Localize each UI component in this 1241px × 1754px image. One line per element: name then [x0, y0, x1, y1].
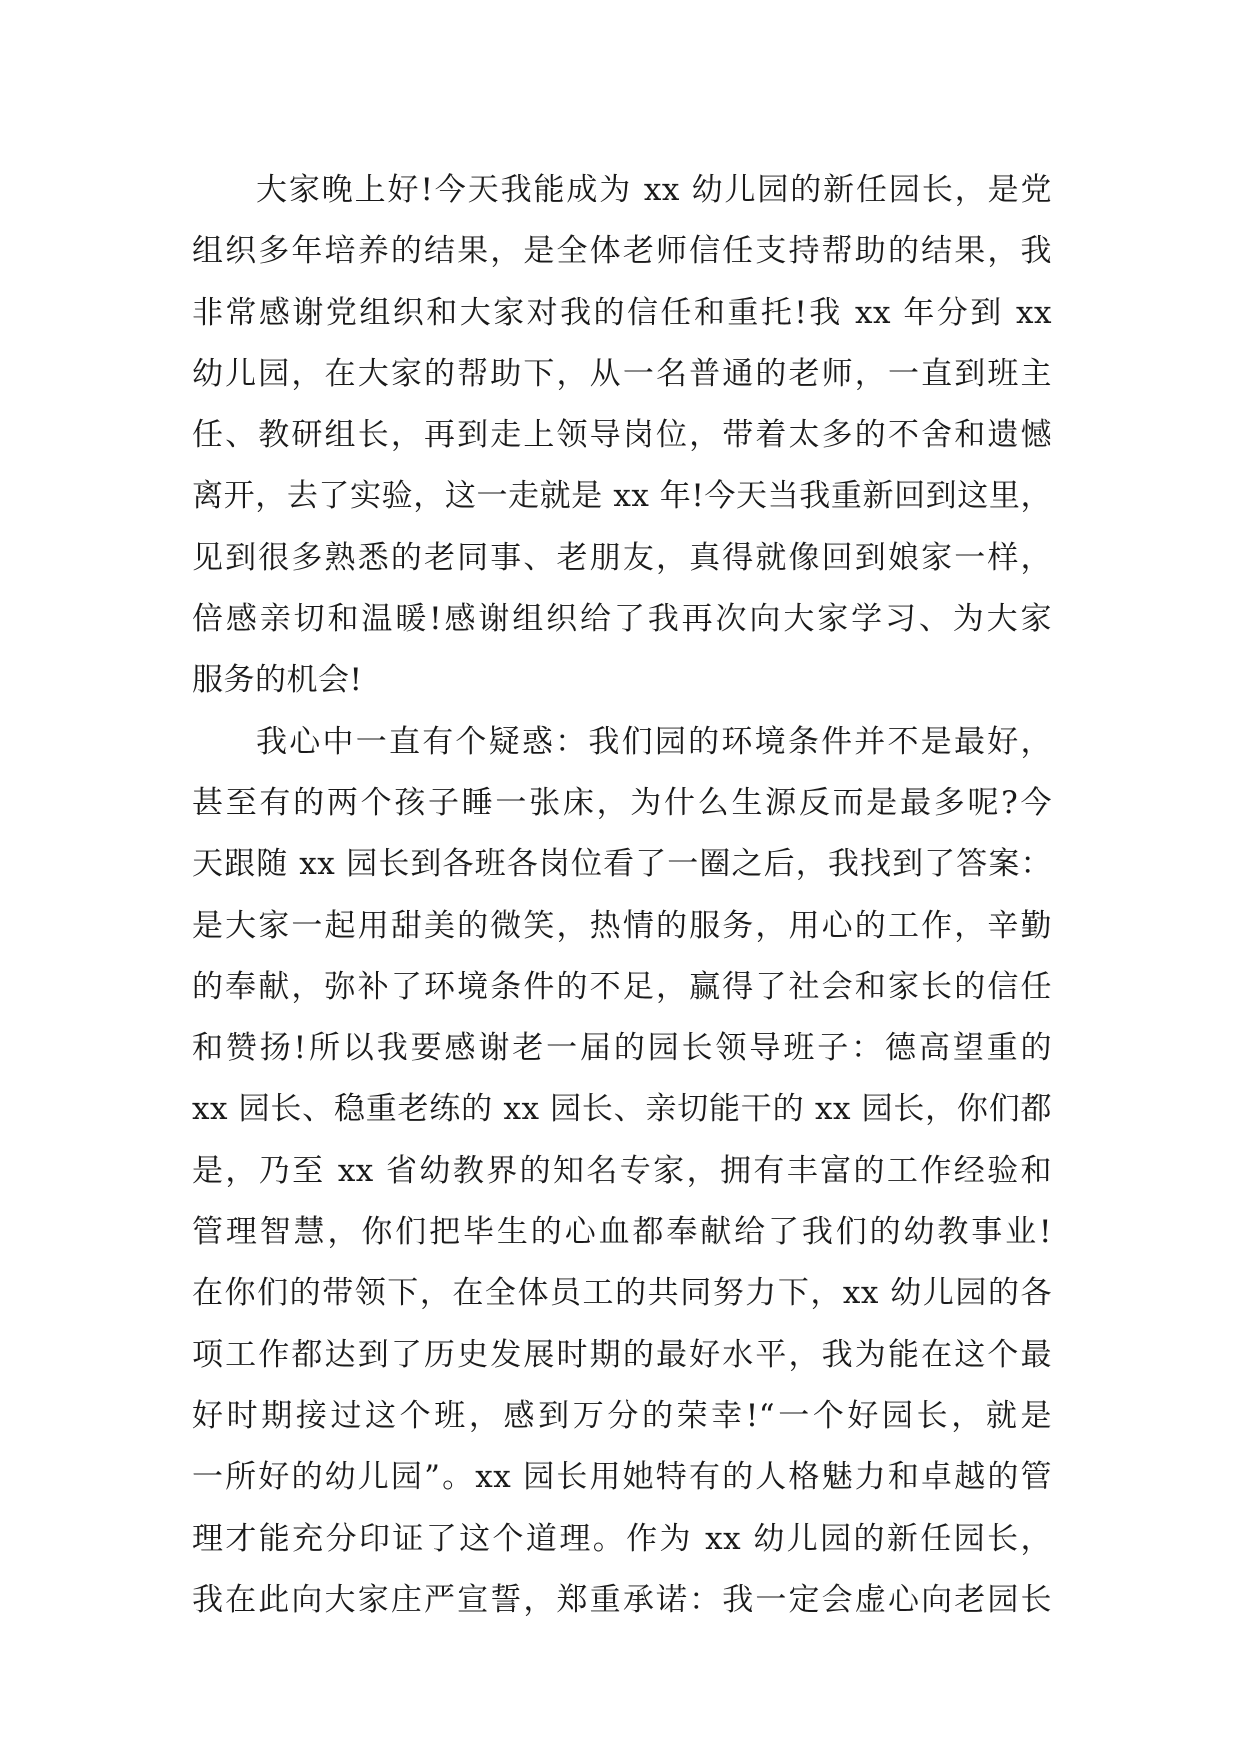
- paragraph-2-line-14: 理才能充分印证了这个道理。作为 xx 幼儿园的新任园长，: [192, 1520, 1052, 1557]
- paragraph-1-line-4: 幼儿园，在大家的帮助下，从一名普通的老师，一直到班主: [192, 355, 1052, 392]
- paragraph-2-line-9: 管理智慧，你们把毕生的心血都奉献给了我们的幼教事业!: [192, 1214, 1052, 1251]
- paragraph-1-line-7: 见到很多熟悉的老同事、老朋友，真得就像回到娘家一样，: [192, 539, 1052, 576]
- paragraph-2-line-11: 项工作都达到了历史发展时期的最好水平，我为能在这个最: [192, 1336, 1052, 1373]
- paragraph-1-line-3: 非常感谢党组织和大家对我的信任和重托!我 xx 年分到 xx: [192, 294, 1052, 331]
- paragraph-1-line-1: 大家晚上好!今天我能成为 xx 幼儿园的新任园长，是党: [256, 172, 1052, 208]
- paragraph-1-line-9: 服务的机会!: [192, 662, 363, 699]
- paragraph-2-line-15: 我在此向大家庄严宣誓，郑重承诺：我一定会虚心向老园长: [192, 1581, 1052, 1618]
- paragraph-2-line-6: 和赞扬!所以我要感谢老一届的园长领导班子：德高望重的: [192, 1030, 1052, 1067]
- speech-body: [192, 160, 1052, 1631]
- paragraph-1-line-8: 倍感亲切和温暖!感谢组织给了我再次向大家学习、为大家: [192, 601, 1052, 638]
- paragraph-2-line-5: 的奉献，弥补了环境条件的不足，赢得了社会和家长的信任: [192, 968, 1052, 1005]
- paragraph-2-line-8: 是，乃至 xx 省幼教界的知名专家，拥有丰富的工作经验和: [192, 1152, 1052, 1189]
- paragraph-2-line-2: 甚至有的两个孩子睡一张床，为什么生源反而是最多呢?今: [192, 784, 1052, 821]
- paragraph-1-line-5: 任、教研组长，再到走上领导岗位，带着太多的不舍和遗憾: [192, 417, 1052, 454]
- paragraph-1-line-2: 组织多年培养的结果，是全体老师信任支持帮助的结果，我: [192, 233, 1052, 270]
- paragraph-2-line-12: 好时期接过这个班，感到万分的荣幸!“一个好园长，就是: [192, 1397, 1052, 1434]
- paragraph-2-line-3: 天跟随 xx 园长到各班各岗位看了一圈之后，我找到了答案：: [192, 846, 1052, 883]
- paragraph-2-line-1: 我心中一直有个疑惑：我们园的环境条件并不是最好，: [256, 723, 1052, 760]
- paragraph-2-line-7: xx 园长、稳重老练的 xx 园长、亲切能干的 xx 园长，你们都: [192, 1091, 1052, 1128]
- paragraph-2-line-13: 一所好的幼儿园”。xx 园长用她特有的人格魅力和卓越的管: [192, 1459, 1052, 1496]
- paragraph-1-line-6: 离开，去了实验，这一走就是 xx 年!今天当我重新回到这里，: [192, 478, 1052, 515]
- paragraph-2-line-4: 是大家一起用甜美的微笑，热情的服务，用心的工作，辛勤: [192, 907, 1052, 944]
- paragraph-2-line-10: 在你们的带领下，在全体员工的共同努力下，xx 幼儿园的各: [192, 1275, 1052, 1312]
